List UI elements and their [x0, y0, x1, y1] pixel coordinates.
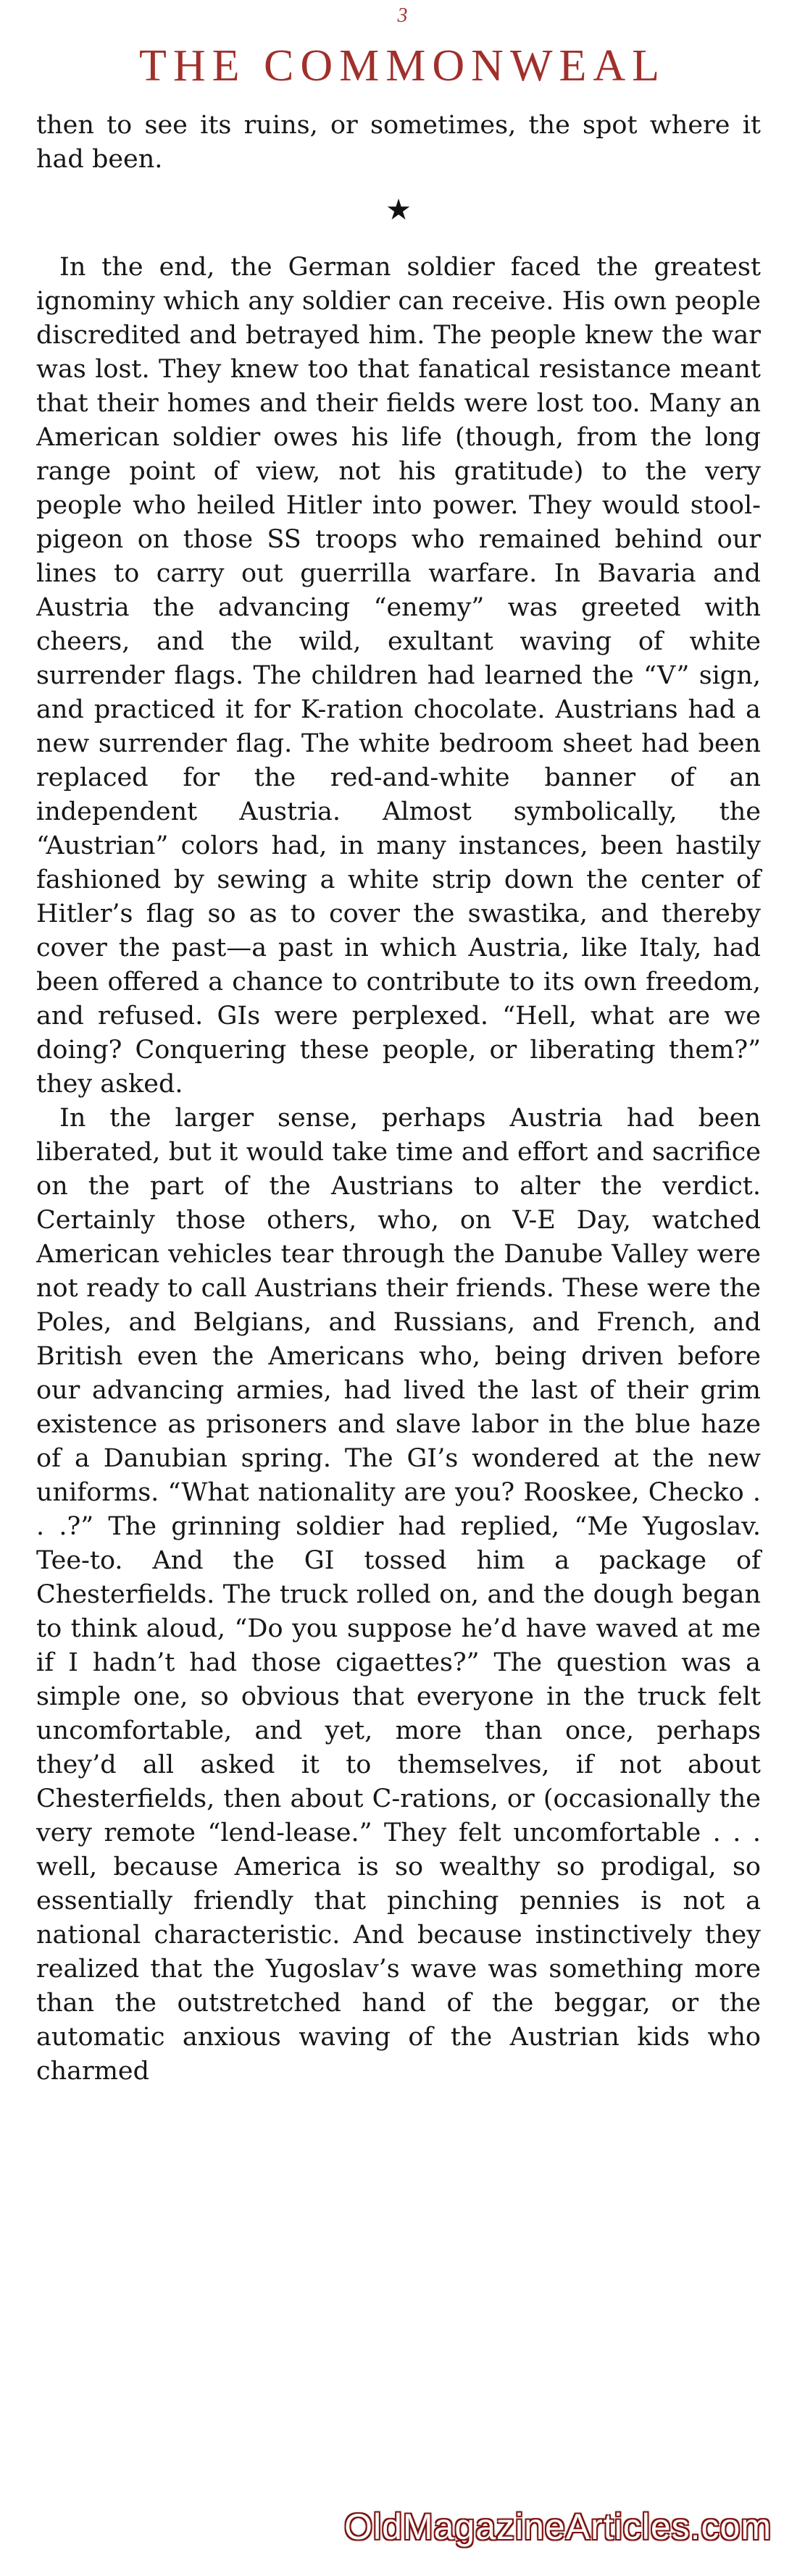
intro-paragraph: then to see its ruins, or sometimes, the spot where it had been. [36, 111, 761, 174]
publication-masthead: THE COMMONWEAL [139, 41, 666, 91]
site-watermark: OldMagazineArticles.com [344, 2506, 772, 2547]
article-paragraph: In the end, the German soldier faced the greatest ignominy which any soldier can receive. His own people discredited and betrayed him. The people knew the war was lost. They knew too that fanatical resistance meant that their homes and their fields were lost too. Many an American soldier owes his life (though, from the long range point of view, not his gratitude) to the very people who heiled Hitler into power. They would stool-pigeon on those SS troops who remained behind our lines to carry out guerrilla warfare. In Bavaria and Austria the advancing “enemy” was greeted with cheers, and the wild, exultant waving of white surrender flags. The children had learned the “V” sign, and practiced it for K-ration chocolate. Austrians had a new surrender flag. The white bedroom sheet had been replaced for the red-and-white banner of an independent Austria. Almost symbolically, the “Austrian” colors had, in many instances, been hastily fashioned by sewing a white strip down the center of Hitler’s flag so as to cover the swastika, and thereby cover the past—a past in which Austria, like Italy, had been offered a chance to contribute to its own freedom, and refused. GIs were perplexed. “Hell, what are we doing? Conquering these people, or liberating them?” they asked. [36, 253, 761, 1099]
page-number: 3 [397, 4, 408, 27]
article-body [36, 109, 761, 2089]
star-separator-icon: ★ [385, 193, 412, 227]
article-paragraph: In the larger sense, perhaps Austria had been liberated, but it would take time and effort and sacrifice on the part of the Austrians to alter the verdict. Certainly those others, who, on V-E Day, watched American vehicles tear through the Danube Valley were not ready to call Austrians their friends. These were the Poles, and Belgians, and Russians, and French, and British even the Americans who, being driven before our advancing armies, had lived the last of their grim existence as prisoners and slave labor in the blue haze of a Danubian spring. The GI’s wondered at the new uniforms. “What nationality are you? Rooskee, Checko . . .?” The grinning soldier had replied, “Me Yugoslav. Tee-to. And the GI tossed him a package of Chesterfields. The truck rolled on, and the dough began to think aloud, “Do you suppose he’d have waved at me if I hadn’t had those cigaettes?” The question was a simple one, so obvious that everyone in the truck felt uncomfortable, and yet, more than once, perhaps they’d all asked it to themselves, if not about Chesterfields, then about C-rations, or (occasionally the very remote “lend-lease.” They felt uncomfortable . . . well, because America is so wealthy so prodigal, so essentially friendly that pinching pennies is not a national characteristic. And because instinctively they realized that the Yugoslav’s wave was something more than the outstretched hand of the beggar, or the automatic anxious waving of the Austrian kids who charmed [36, 1104, 761, 2086]
